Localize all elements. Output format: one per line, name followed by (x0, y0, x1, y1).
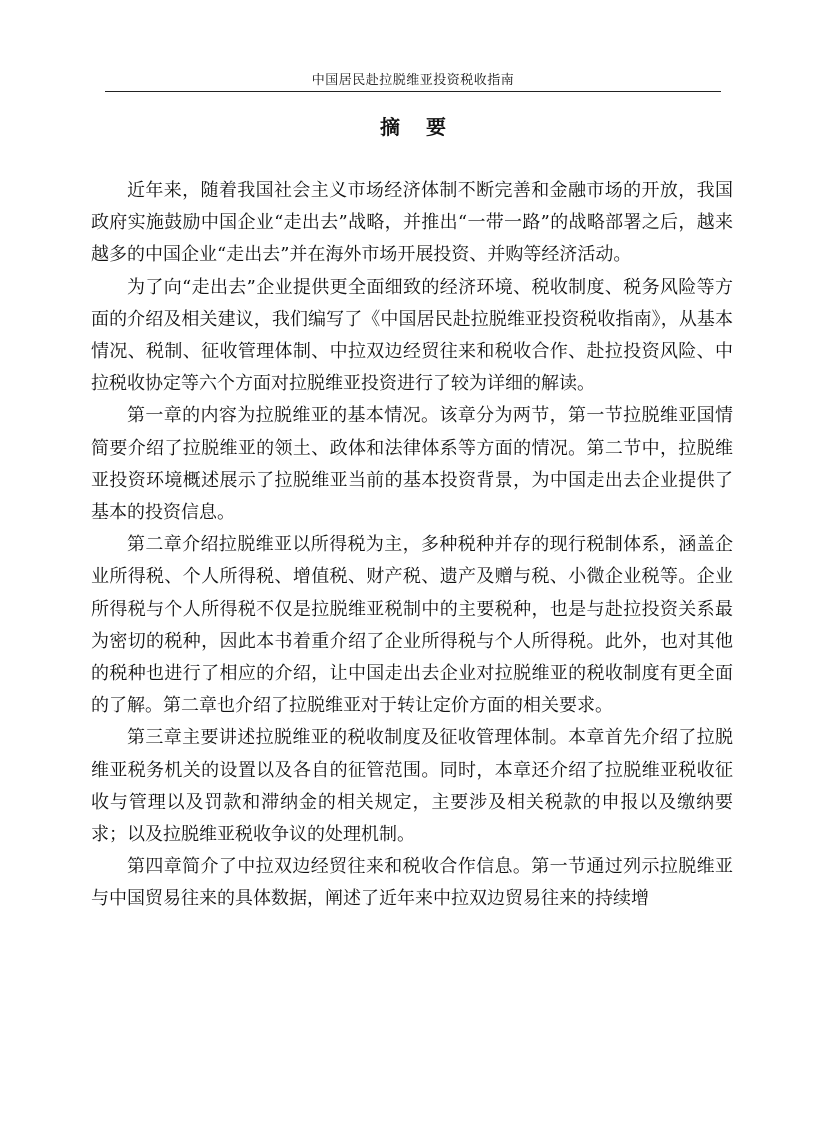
paragraph: 第二章介绍拉脱维亚以所得税为主，多种税种并存的现行税制体系，涵盖企业所得税、个人所得税、增值税、财产税、遗产及赠与税、小微企业税等。企业所得税与个人所得税不仅是拉脱维亚税制中的主要税种，也是与赴拉投资关系最为密切的税种，因此本书着重介绍了企业所得税与个人所得税。此外，也对其他的税种也进行了相应的介绍，让中国走出去企业对拉脱维亚的税收制度有更全面的了解。第二章也介绍了拉脱维亚对于转让定价方面的相关要求。 (91, 534, 733, 717)
header-rule (105, 91, 721, 92)
body-text (91, 175, 733, 916)
paragraph: 第一章的内容为拉脱维亚的基本情况。该章分为两节，第一节拉脱维亚国情简要介绍了拉脱维亚的领土、政体和法律体系等方面的情况。第二节中，拉脱维亚投资环境概述展示了拉脱维亚当前的基本投资背景，为中国走出去企业提供了基本的投资信息。 (91, 405, 733, 524)
paragraph: 近年来，随着我国社会主义市场经济体制不断完善和金融市场的开放，我国政府实施鼓励中国企业“走出去”战略，并推出“一带一路”的战略部署之后，越来越多的中国企业“走出去”并在海外市场开展投资、并购等经济活动。 (91, 180, 733, 266)
paragraph: 第四章简介了中拉双边经贸往来和税收合作信息。第一节通过列示拉脱维亚与中国贸易往来的具体数据，阐述了近年来中拉双边贸易往来的持续增 (91, 856, 733, 910)
paragraph: 第三章主要讲述拉脱维亚的税收制度及征收管理体制。本章首先介绍了拉脱维亚税务机关的设置以及各自的征管范围。同时，本章还介绍了拉脱维亚税收征收与管理以及罚款和滞纳金的相关规定，主要涉及相关税款的申报以及缴纳要求；以及拉脱维亚税收争议的处理机制。 (91, 727, 733, 846)
running-header: 中国居民赴拉脱维亚投资税收指南 (311, 73, 515, 88)
paragraph: 为了向“走出去”企业提供更全面细致的经济环境、税收制度、税务风险等方面的介绍及相关建议，我们编写了《中国居民赴拉脱维亚投资税收指南》，从基本情况、税制、征收管理体制、中拉双边经贸往来和税收合作、赴拉投资风险、中拉税收协定等六个方面对拉脱维亚投资进行了较为详细的解读。 (91, 276, 733, 395)
page-title: 摘要 (380, 115, 472, 139)
